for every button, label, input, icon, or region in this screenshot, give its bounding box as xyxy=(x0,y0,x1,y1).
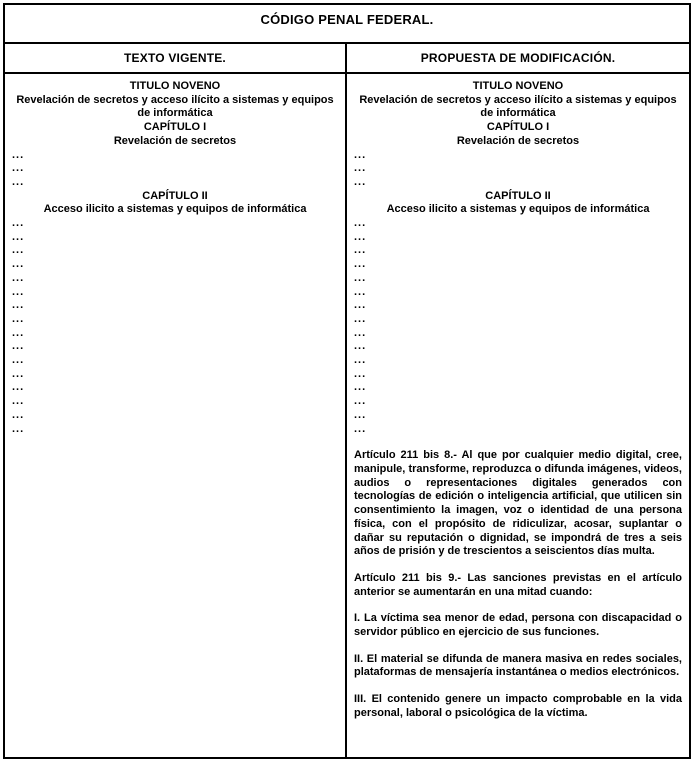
unchanged-text-marker: ... xyxy=(12,230,25,243)
unchanged-dots-group-2 xyxy=(354,217,682,436)
article-paragraph: II. El material se difunda de manera masiva en redes sociales, plataformas de mensajería instantánea o medios electrónicos. xyxy=(354,652,682,679)
unchanged-text-marker: ... xyxy=(354,381,367,394)
unchanged-text-marker: ... xyxy=(354,230,367,243)
unchanged-text-marker: ... xyxy=(354,408,367,421)
unchanged-text-marker: ... xyxy=(12,271,25,284)
unchanged-text-marker: ... xyxy=(12,175,25,188)
table-title: CÓDIGO PENAL FEDERAL. xyxy=(260,12,434,27)
unchanged-text-marker: ... xyxy=(354,395,367,408)
unchanged-text-marker: ... xyxy=(12,326,25,339)
article-paragraph: III. El contenido genere un impacto comprobable en la vida personal, laboral o psicológica de la víctima. xyxy=(354,693,682,719)
unchanged-dots-group-1 xyxy=(354,149,682,190)
column-headers-row xyxy=(5,44,689,74)
unchanged-text-marker: ... xyxy=(12,244,25,257)
unchanged-text-marker: ... xyxy=(354,175,367,188)
capitulo-1-subtitle: Revelación de secretos xyxy=(113,134,237,147)
article-paragraph: Artículo 211 bis 8.- Al que por cualquier medio digital, cree, manipule, transforme, reproduzca o difunda imágenes, videos, audios o representaciones digitales generados con tecnologías de edición o inteligencia artificial, que utilicen sin consentimiento la imagen, voz o identidad de una persona física, con el propósito de ridiculizar, acosar, suplantar o dañar su reputación o dignidad, se impondrá de tres a seis años de prisión y de trescientos a seiscientos días multa. xyxy=(354,449,682,558)
unchanged-text-marker: ... xyxy=(354,422,367,435)
unchanged-dots-group-1 xyxy=(12,149,338,190)
unchanged-text-marker: ... xyxy=(354,326,367,339)
titulo-noveno-heading: TITULO NOVENO xyxy=(129,80,221,92)
table-title-row xyxy=(5,5,689,44)
capitulo-2-subtitle: Acceso ilicito a sistemas y equipos de informática xyxy=(43,203,307,216)
titulo-noveno-subtitle: Revelación de secretos y acceso ilícito a sistemas y equipos de informática xyxy=(359,93,677,120)
column-header-propuesta: PROPUESTA DE MODIFICACIÓN. xyxy=(420,51,616,65)
unchanged-text-marker: ... xyxy=(354,312,367,325)
titulo-noveno-subtitle: Revelación de secretos y acceso ilícito a sistemas y equipos de informática xyxy=(16,93,334,120)
capitulo-1-heading: CAPÍTULO I xyxy=(486,121,550,134)
unchanged-text-marker: ... xyxy=(12,312,25,325)
article-paragraph: I. La víctima sea menor de edad, persona con discapacidad o servidor público en ejercicio de sus funciones. xyxy=(354,612,682,639)
unchanged-text-marker: ... xyxy=(12,258,25,271)
unchanged-text-marker: ... xyxy=(12,162,25,175)
unchanged-text-marker: ... xyxy=(354,217,367,230)
texto-vigente-cell xyxy=(5,74,347,757)
unchanged-text-marker: ... xyxy=(12,367,25,380)
unchanged-text-marker: ... xyxy=(12,408,25,421)
unchanged-text-marker: ... xyxy=(354,258,367,271)
unchanged-text-marker: ... xyxy=(354,285,367,298)
unchanged-text-marker: ... xyxy=(354,271,367,284)
capitulo-1-heading: CAPÍTULO I xyxy=(143,121,207,134)
titulo-noveno-heading: TITULO NOVENO xyxy=(472,80,564,92)
capitulo-2-heading: CAPÍTULO II xyxy=(485,189,551,202)
unchanged-text-marker: ... xyxy=(12,422,25,435)
capitulo-2-heading: CAPÍTULO II xyxy=(142,189,208,202)
unchanged-text-marker: ... xyxy=(12,340,25,353)
unchanged-text-marker: ... xyxy=(354,148,367,161)
unchanged-text-marker: ... xyxy=(12,395,25,408)
unchanged-text-marker: ... xyxy=(12,285,25,298)
unchanged-text-marker: ... xyxy=(354,244,367,257)
unchanged-text-marker: ... xyxy=(354,340,367,353)
propuesta-cell xyxy=(347,74,689,757)
column-header-texto-vigente: TEXTO VIGENTE. xyxy=(5,44,347,72)
article-paragraph: Artículo 211 bis 9.- Las sanciones previstas en el artículo anterior se aumentarán en una mitad cuando: xyxy=(354,571,682,598)
unchanged-text-marker: ... xyxy=(354,367,367,380)
comparison-table xyxy=(3,3,691,759)
table-body-row xyxy=(5,74,689,757)
unchanged-text-marker: ... xyxy=(12,354,25,367)
unchanged-text-marker: ... xyxy=(354,299,367,312)
unchanged-text-marker: ... xyxy=(12,217,25,230)
unchanged-text-marker: ... xyxy=(354,162,367,175)
unchanged-dots-group-2 xyxy=(12,217,338,436)
unchanged-text-marker: ... xyxy=(12,381,25,394)
unchanged-text-marker: ... xyxy=(12,148,25,161)
capitulo-2-subtitle: Acceso ilicito a sistemas y equipos de informática xyxy=(386,203,650,216)
proposed-articles xyxy=(354,449,682,720)
unchanged-text-marker: ... xyxy=(12,299,25,312)
capitulo-1-subtitle: Revelación de secretos xyxy=(456,134,580,147)
unchanged-text-marker: ... xyxy=(354,354,367,367)
